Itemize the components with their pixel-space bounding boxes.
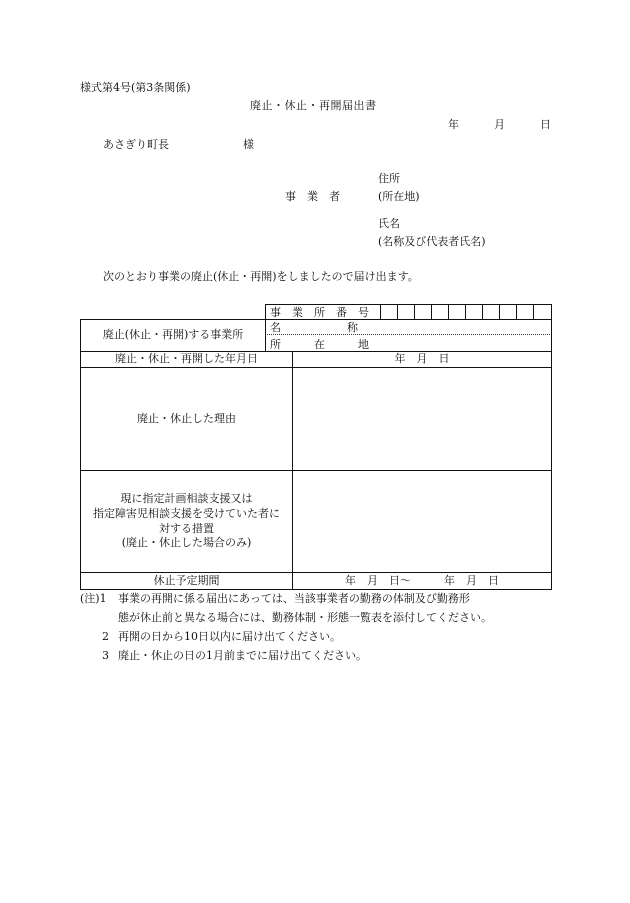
date-month-label: 月: [494, 118, 505, 131]
office-group-label: 廃止(休止・再開)する事業所: [102, 327, 244, 341]
measures-label-line3: 対する措置: [159, 521, 214, 535]
address-sub-label: (所在地): [378, 190, 420, 203]
period-label: 休止予定期間: [153, 573, 220, 587]
period-value[interactable]: 年 月 日～ 年 月 日: [345, 573, 499, 587]
measures-label-line1: 現に指定計画相談支援又は: [120, 491, 253, 505]
note-3: [80, 650, 560, 669]
note-1-line2: 態が休止前と異なる場合には、勤務体制・形態一覧表を添付してください。: [118, 611, 492, 624]
measures-label-line2: 指定障害児相談支援を受けていた者に: [93, 506, 280, 520]
note-2-text: 再開の日から10日以内に届け出てください。: [118, 630, 341, 643]
addressee: あさぎり町長: [103, 138, 169, 151]
reason-field[interactable]: [293, 368, 551, 470]
document-title: 廃止・休止・再開届出書: [250, 99, 377, 112]
name-sub-label: (名称及び代表者氏名): [378, 235, 486, 248]
applicant-label: 事 業 者: [285, 190, 340, 203]
note-1: [80, 593, 560, 612]
date-day-label: 日: [540, 118, 551, 131]
note-1-line1: 事業の再開に係る届出にあっては、当該事業者の勤務の体制及び勤務形: [118, 592, 470, 605]
address-label: 住所: [378, 172, 400, 185]
note-1-cont: [80, 612, 560, 631]
measures-label: [81, 471, 292, 572]
date-row-label: 廃止・休止・再開した年月日: [115, 351, 258, 365]
note-2-number: 2: [102, 630, 109, 643]
statement: 次のとおり事業の廃止(休止・再開)をしましたので届け出ます。: [103, 270, 419, 283]
note-3-number: 3: [102, 649, 109, 662]
honorific: 様: [243, 138, 254, 151]
measures-label-line4: (廃止・休止した場合のみ): [121, 536, 252, 550]
note-prefix: (注)1: [80, 592, 107, 605]
notes: [80, 593, 560, 669]
office-number-label: 事 業 所 番 号: [270, 306, 369, 319]
note-2: [80, 631, 560, 650]
reason-label: 廃止・休止した理由: [137, 411, 236, 425]
note-3-text: 廃止・休止の日の1月前までに届け出てください。: [118, 649, 367, 662]
name-label: 氏名: [378, 217, 400, 230]
measures-field[interactable]: [293, 471, 551, 572]
office-location-label: 所 在 地: [270, 338, 369, 351]
date-row-value[interactable]: 年 月 日: [394, 351, 450, 365]
form-number: 様式第4号(第3条関係): [80, 81, 191, 94]
office-name-label: 名 称: [270, 321, 358, 334]
date-year-label: 年: [448, 118, 459, 131]
